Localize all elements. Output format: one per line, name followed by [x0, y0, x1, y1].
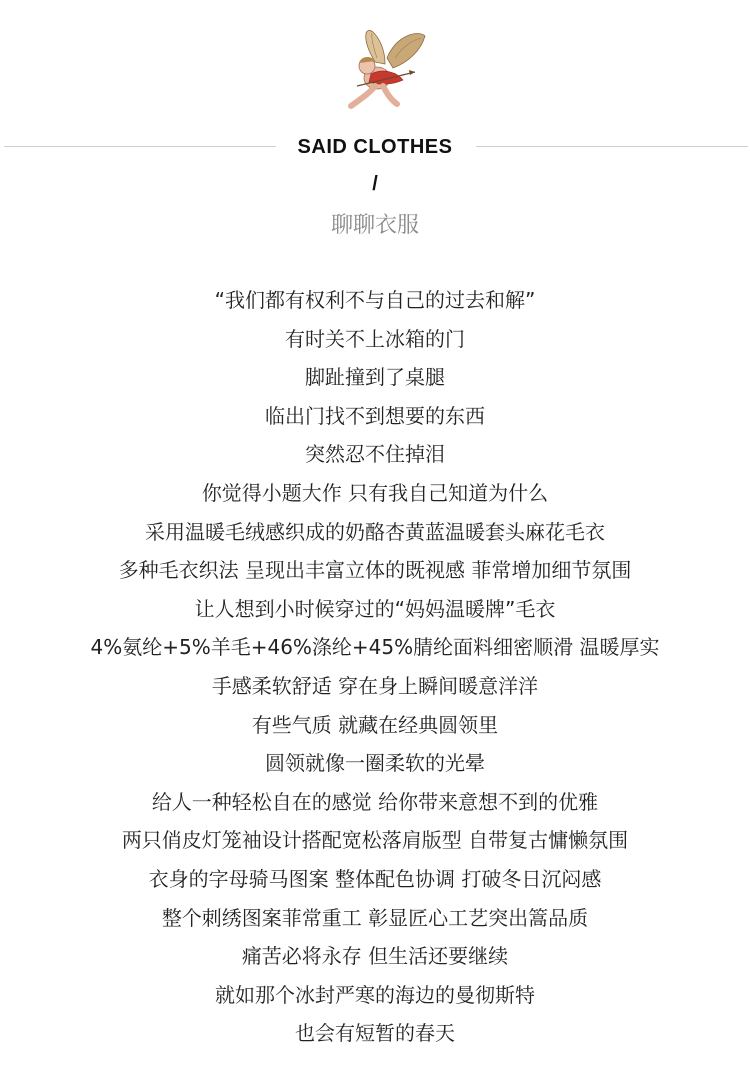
text-line: 圆领就像一圈柔软的光晕 — [265, 751, 485, 776]
text-line: 脚趾撞到了桌腿 — [305, 365, 445, 390]
title-separator: / — [372, 173, 378, 195]
text-line: 4%氨纶+5%羊毛+46%涤纶+45%腈纶面料细密顺滑 温暖厚实 — [90, 635, 660, 660]
text-line: 让人想到小时候穿过的“妈妈温暖牌”毛衣 — [194, 596, 556, 621]
text-line: 临出门找不到想要的东西 — [265, 403, 485, 428]
text-line: 有些气质 就藏在经典圆领里 — [251, 712, 499, 737]
text-line: 两只俏皮灯笼袖设计搭配宽松落肩版型 自带复古慵懒氛围 — [121, 828, 629, 853]
page-subtitle: 聊聊衣服 — [330, 213, 419, 238]
text-line: 采用温暖毛绒感织成的奶酪杏黄蓝温暖套头麻花毛衣 — [145, 519, 605, 544]
text-line: 给人一种轻松自在的感觉 给你带来意想不到的优雅 — [151, 789, 599, 814]
text-line: 多种毛衣织法 呈现出丰富立体的既视感 菲常增加细节氛围 — [118, 558, 632, 583]
cupid-icon — [335, 28, 427, 120]
brand-title: SAID CLOTHES — [297, 136, 453, 158]
text-line: 有时关不上冰箱的门 — [285, 326, 465, 351]
text-line: “我们都有权利不与自己的过去和解” — [214, 288, 536, 312]
text-line: 也会有短暂的春天 — [295, 1021, 455, 1046]
text-line: 衣身的字母骑马图案 整体配色协调 打破冬日沉闷感 — [148, 866, 602, 891]
text-line: 你觉得小题大作 只有我自己知道为什么 — [201, 480, 549, 505]
text-line: 就如那个冰封严寒的海边的曼彻斯特 — [215, 982, 535, 1007]
text-line: 突然忍不住掉泪 — [305, 442, 445, 467]
text-line: 手感柔软舒适 穿在身上瞬间暖意洋洋 — [211, 673, 539, 698]
description-text — [0, 283, 750, 1055]
text-line: 整个刺绣图案菲常重工 彰显匠心工艺突出篙品质 — [161, 905, 589, 930]
text-line: 痛苦必将永存 但生活还要继续 — [241, 944, 509, 969]
